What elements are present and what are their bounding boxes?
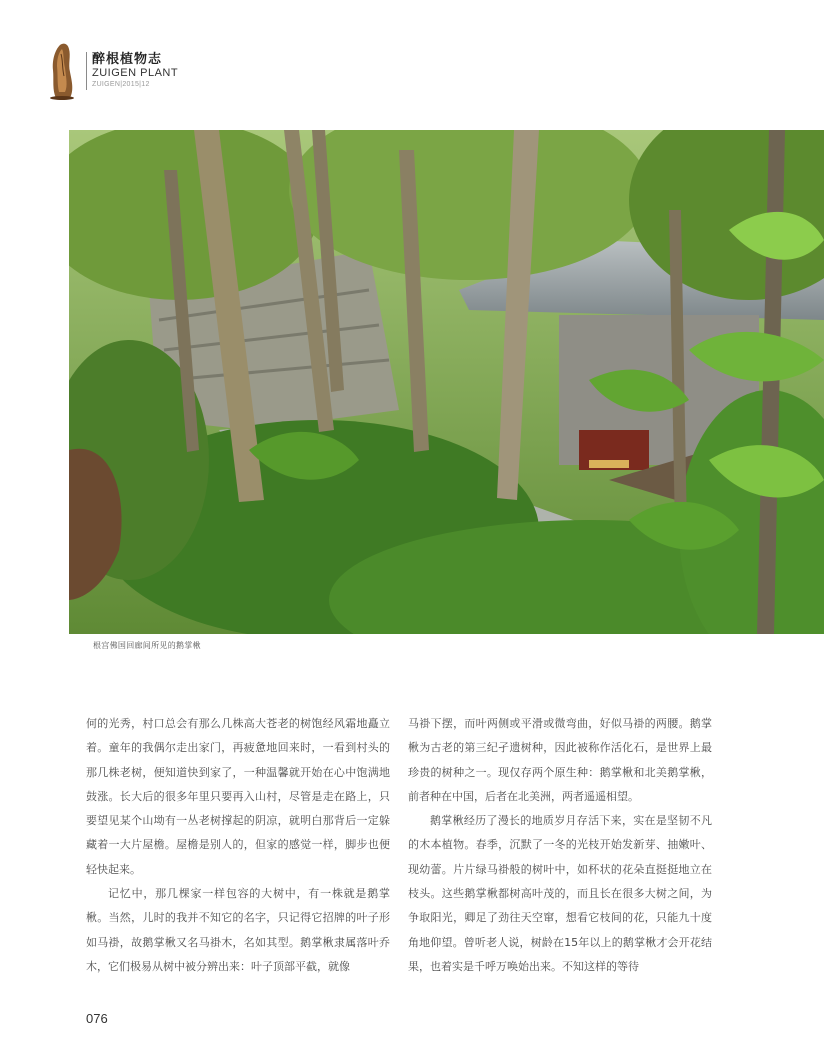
rootwood-sculpture-icon <box>48 42 76 100</box>
paragraph: 鹅掌楸经历了漫长的地质岁月存活下来，实在是坚韧不凡的木本植物。春季，沉默了一冬的光枝开始发新芽、抽嫩叶、现幼蕾。片片绿马褂般的树叶中，如杯状的花朵直挺挺地立在枝头。这些鹅掌楸都树高叶茂的，而且长在很多大树之间，为争取阳光，卿足了劲往天空窜，想看它枝间的花，只能九十度角地仰望。曾听老人说，树龄在15年以上的鹅掌楸才会开花结果，也着实是千呼万唤始出来。不知这样的等待 <box>408 814 712 973</box>
photo-caption: 根宫佛国回廊间所见的鹅掌楸 <box>93 641 201 650</box>
magazine-title-cn: 醉根植物志 <box>92 52 163 67</box>
issue-label: ZUIGEN|2015|12 <box>92 81 150 88</box>
paragraph: 记忆中，那几棵家一样包容的大树中，有一株就是鹅掌楸。当然，儿时的我并不知它的名字，只记得它招牌的叶子形如马褂，故鹅掌楸又名马褂木，名如其型。鹅掌楸隶属落叶乔木，它们极易从树中被分辨出来：叶子顶部平截，就像 <box>86 887 390 973</box>
paragraph: 何的光秀，村口总会有那么几株高大苍老的树饱经风霜地矗立着。童年的我偶尔走出家门，再疲惫地回来时，一看到村头的那几株老树，便知道快到家了，一种温馨就开始在心中饱满地鼓涨。长大后的很多年里只要再入山村，尽管是走在路上，只要望见某个山坳有一丛老树撑起的阴凉，就明白那背后一定躲藏着一大片屋檐。屋檐是别人的，但家的感觉一样，脚步也便轻快起来。 <box>86 717 390 876</box>
magazine-header <box>48 40 268 102</box>
page-number: 076 <box>86 1011 108 1026</box>
paragraph: 马褂下摆，而叶两侧或平滑或微弯曲，好似马褂的两腰。鹅掌楸为古老的第三纪孑遗树种，因此被称作活化石，是世界上最珍贵的树种之一。现仅存两个原生种：鹅掌楸和北美鹅掌楸，前者种在中国，后者在北美洲，两者遥遥相望。 <box>408 717 712 803</box>
article-column-left <box>86 712 390 979</box>
header-text <box>92 52 178 89</box>
magazine-title-en: ZUIGEN PLANT <box>92 67 179 79</box>
article-column-right <box>408 712 712 979</box>
header-divider <box>86 52 87 90</box>
forest-temple-photo <box>69 130 824 634</box>
